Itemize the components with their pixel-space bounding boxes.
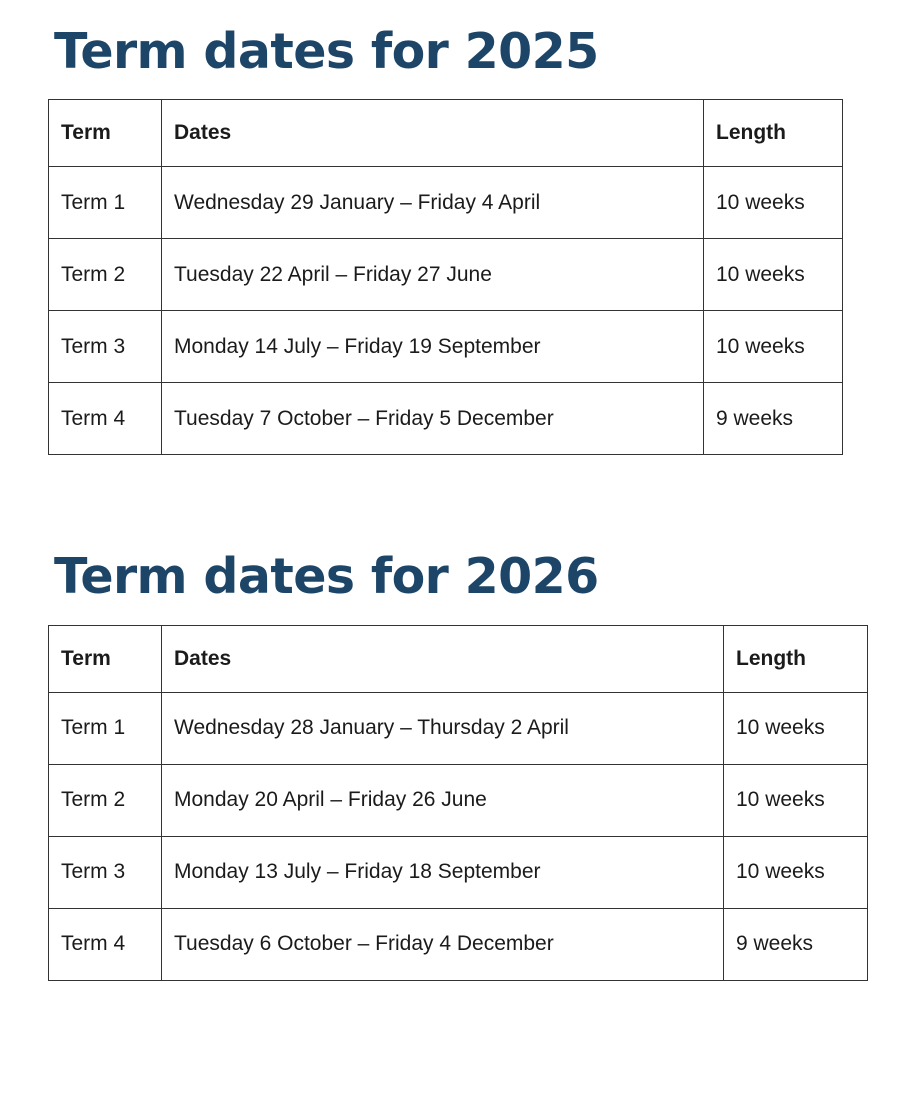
cell-dates: Monday 14 July – Friday 19 September [162, 311, 704, 383]
table-header-row [49, 625, 868, 692]
column-header-length: Length [704, 100, 843, 167]
cell-dates: Tuesday 22 April – Friday 27 June [162, 239, 704, 311]
cell-dates: Tuesday 6 October – Friday 4 December [162, 908, 724, 980]
term-dates-2026-section [48, 548, 864, 980]
cell-length: 10 weeks [724, 836, 868, 908]
table-row [49, 908, 868, 980]
cell-length: 10 weeks [704, 239, 843, 311]
table-row [49, 311, 843, 383]
cell-length: 10 weeks [724, 692, 868, 764]
table-row [49, 692, 868, 764]
table-row [49, 239, 843, 311]
term-dates-2025-table [48, 99, 843, 455]
table-header [49, 625, 868, 692]
cell-length: 10 weeks [704, 311, 843, 383]
cell-dates: Wednesday 29 January – Friday 4 April [162, 167, 704, 239]
cell-dates: Tuesday 7 October – Friday 5 December [162, 383, 704, 455]
column-header-dates: Dates [162, 100, 704, 167]
page-title-2026: Term dates for 2026 [54, 548, 599, 606]
cell-term: Term 4 [49, 908, 162, 980]
column-header-term: Term [49, 100, 162, 167]
table-row [49, 383, 843, 455]
table-header [49, 100, 843, 167]
cell-term: Term 2 [49, 764, 162, 836]
cell-length: 9 weeks [704, 383, 843, 455]
table-body [49, 692, 868, 980]
cell-term: Term 4 [49, 383, 162, 455]
cell-dates: Monday 13 July – Friday 18 September [162, 836, 724, 908]
table-row [49, 764, 868, 836]
cell-term: Term 2 [49, 239, 162, 311]
cell-term: Term 1 [49, 692, 162, 764]
table-body [49, 167, 843, 455]
cell-term: Term 1 [49, 167, 162, 239]
cell-length: 10 weeks [704, 167, 843, 239]
table-header-row [49, 100, 843, 167]
cell-term: Term 3 [49, 836, 162, 908]
table-row [49, 167, 843, 239]
cell-dates: Wednesday 28 January – Thursday 2 April [162, 692, 724, 764]
cell-length: 10 weeks [724, 764, 868, 836]
table-row [49, 836, 868, 908]
term-dates-2025-section [48, 23, 864, 455]
term-dates-2026-table [48, 625, 868, 981]
cell-dates: Monday 20 April – Friday 26 June [162, 764, 724, 836]
column-header-length: Length [724, 625, 868, 692]
column-header-dates: Dates [162, 625, 724, 692]
page-title-2025: Term dates for 2025 [54, 23, 599, 80]
cell-term: Term 3 [49, 311, 162, 383]
column-header-term: Term [49, 625, 162, 692]
cell-length: 9 weeks [724, 908, 868, 980]
